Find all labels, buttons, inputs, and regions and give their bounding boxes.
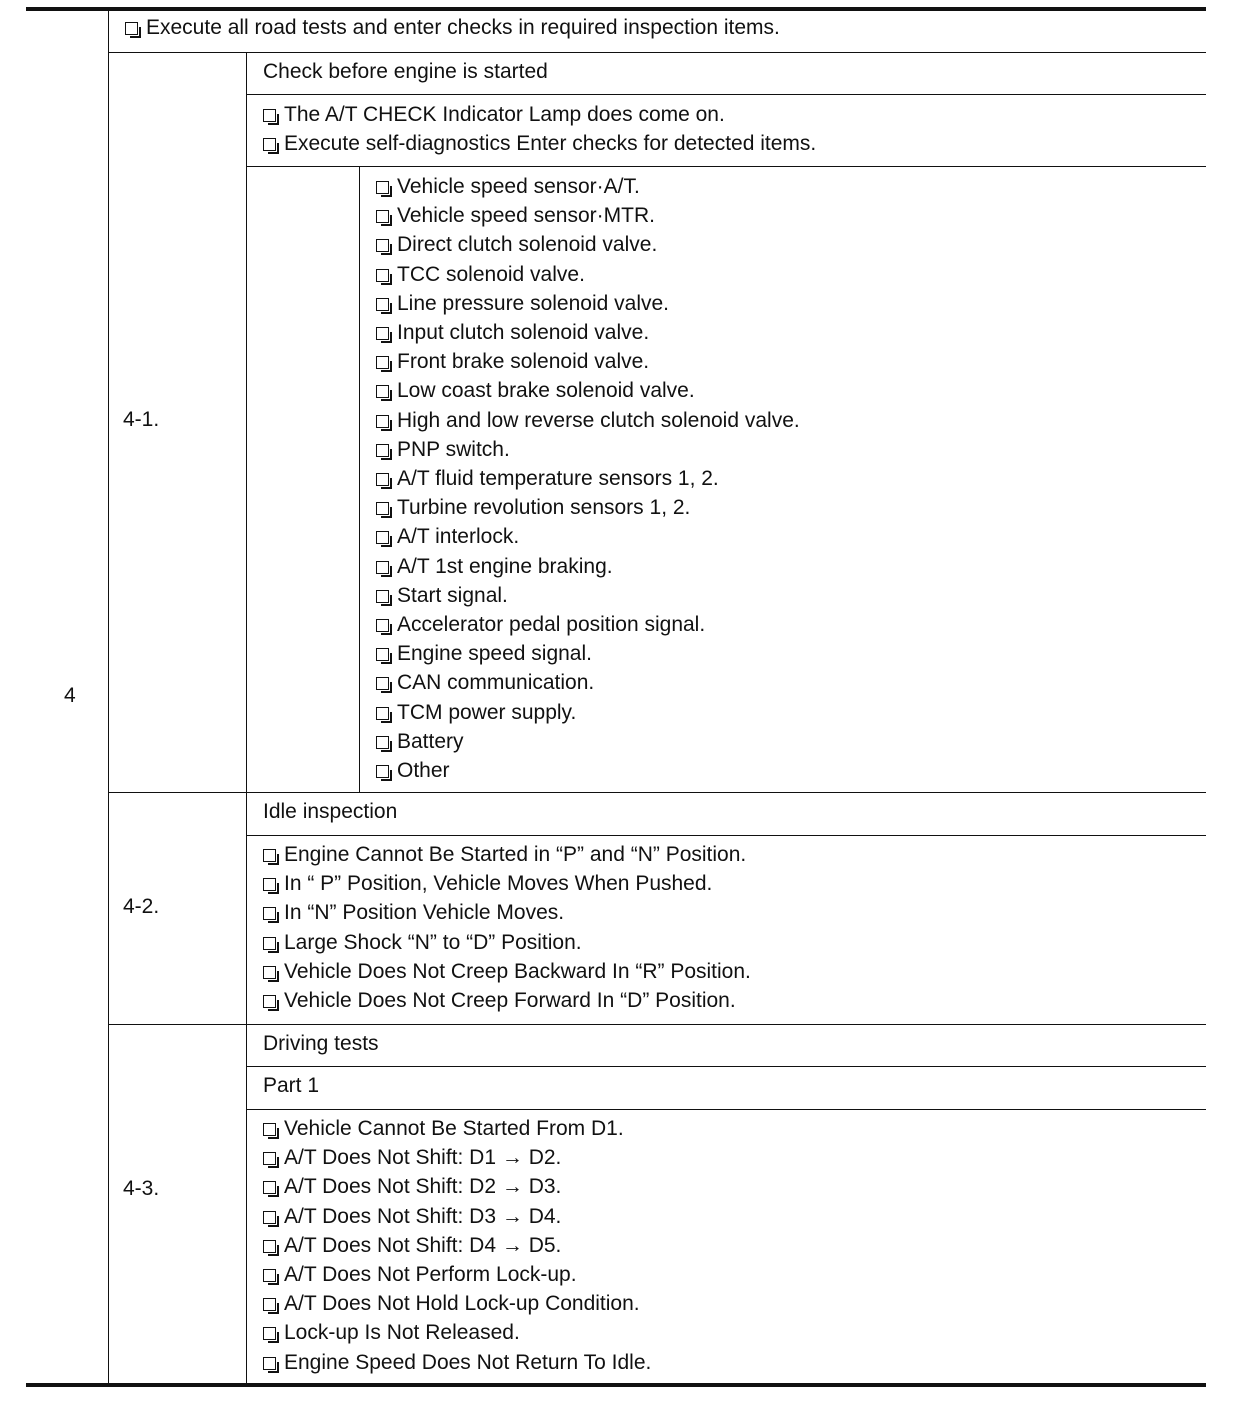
subsection-number-4-3: 4-3. <box>123 1177 160 1200</box>
list-item[interactable]: A/T Does Not Shift: D4 → D5. <box>263 1231 651 1260</box>
subsection-header-4-1: Check before engine is started <box>263 60 548 83</box>
checkbox-icon[interactable] <box>263 1327 276 1340</box>
row-divider <box>246 835 1206 836</box>
list-item[interactable]: A/T 1st engine braking. <box>376 552 800 581</box>
list-item[interactable]: CAN communication. <box>376 668 800 697</box>
list-item[interactable]: Battery <box>376 727 800 756</box>
checkbox-icon[interactable] <box>376 385 389 398</box>
list-item[interactable]: TCC solenoid valve. <box>376 260 800 289</box>
column-divider <box>246 52 247 1383</box>
list-item[interactable]: Vehicle Does Not Creep Backward In “R” Position. <box>263 957 751 986</box>
checkbox-icon[interactable] <box>263 1211 276 1224</box>
checkbox-icon[interactable] <box>376 210 389 223</box>
list-item[interactable]: A/T Does Not Shift: D2 → D3. <box>263 1172 651 1201</box>
table-bottom-rule <box>26 1383 1206 1387</box>
checkbox-icon[interactable] <box>263 907 276 920</box>
list-item[interactable]: Lock-up Is Not Released. <box>263 1318 651 1347</box>
list-item[interactable]: PNP switch. <box>376 435 800 464</box>
checkbox-icon[interactable] <box>263 1123 276 1136</box>
checkbox-icon[interactable] <box>263 1269 276 1282</box>
intro-item[interactable]: Execute all road tests and enter checks in required inspection items. <box>125 13 780 42</box>
list-item[interactable]: High and low reverse clutch solenoid valve. <box>376 406 800 435</box>
checklist-4-1 <box>263 100 816 158</box>
list-item[interactable]: Direct clutch solenoid valve. <box>376 230 800 259</box>
diagnostic-checklist <box>376 172 800 785</box>
list-item[interactable]: Front brake solenoid valve. <box>376 347 800 376</box>
checkbox-icon[interactable] <box>376 619 389 632</box>
list-item[interactable]: A/T Does Not Perform Lock-up. <box>263 1260 651 1289</box>
list-item[interactable]: A/T Does Not Shift: D1 → D2. <box>263 1143 651 1172</box>
checkbox-icon[interactable] <box>263 138 276 151</box>
checkbox-icon[interactable] <box>376 502 389 515</box>
checklist-4-3 <box>263 1114 651 1377</box>
checkbox-icon[interactable] <box>376 239 389 252</box>
list-item[interactable]: In “N” Position Vehicle Moves. <box>263 898 751 927</box>
checkbox-icon[interactable] <box>376 327 389 340</box>
row-divider <box>108 52 1206 53</box>
checkbox-icon[interactable] <box>376 444 389 457</box>
checklist-4-2 <box>263 840 751 1015</box>
list-item[interactable]: Vehicle speed sensor·A/T. <box>376 172 800 201</box>
checkbox-icon[interactable] <box>376 677 389 690</box>
checkbox-icon[interactable] <box>376 707 389 720</box>
column-divider <box>108 11 109 1383</box>
checkbox-icon[interactable] <box>376 648 389 661</box>
row-divider <box>246 166 1206 167</box>
checkbox-icon[interactable] <box>263 849 276 862</box>
list-item[interactable]: Start signal. <box>376 581 800 610</box>
checkbox-icon[interactable] <box>263 1240 276 1253</box>
list-item[interactable]: Large Shock “N” to “D” Position. <box>263 928 751 957</box>
subsection-header-4-2: Idle inspection <box>263 800 398 823</box>
row-divider <box>246 1066 1206 1067</box>
list-item[interactable]: Other <box>376 756 800 785</box>
list-item[interactable]: Engine Cannot Be Started in “P” and “N” Position. <box>263 840 751 869</box>
checkbox-icon[interactable] <box>376 473 389 486</box>
checkbox-icon[interactable] <box>125 22 138 35</box>
list-item[interactable]: Vehicle speed sensor·MTR. <box>376 201 800 230</box>
column-divider <box>359 166 360 792</box>
list-item[interactable]: A/T Does Not Hold Lock-up Condition. <box>263 1289 651 1318</box>
list-item[interactable]: Engine Speed Does Not Return To Idle. <box>263 1348 651 1377</box>
checkbox-icon[interactable] <box>376 531 389 544</box>
list-item[interactable]: Turbine revolution sensors 1, 2. <box>376 493 800 522</box>
checkbox-icon[interactable] <box>376 298 389 311</box>
list-item[interactable]: Line pressure solenoid valve. <box>376 289 800 318</box>
row-divider <box>246 94 1206 95</box>
checkbox-icon[interactable] <box>263 1357 276 1370</box>
checkbox-icon[interactable] <box>263 1181 276 1194</box>
checkbox-icon[interactable] <box>263 995 276 1008</box>
list-item[interactable]: A/T Does Not Shift: D3 → D4. <box>263 1202 651 1231</box>
checkbox-icon[interactable] <box>376 765 389 778</box>
list-item[interactable]: A/T interlock. <box>376 522 800 551</box>
checkbox-icon[interactable] <box>263 1298 276 1311</box>
list-item[interactable]: In “ P” Position, Vehicle Moves When Pushed. <box>263 869 751 898</box>
list-item[interactable]: Execute self-diagnostics Enter checks for detected items. <box>263 129 816 158</box>
checkbox-icon[interactable] <box>376 590 389 603</box>
list-item[interactable]: TCM power supply. <box>376 698 800 727</box>
checkbox-icon[interactable] <box>263 878 276 891</box>
checkbox-icon[interactable] <box>376 736 389 749</box>
subsection-number-4-2: 4-2. <box>123 895 160 918</box>
table-top-rule <box>26 7 1206 11</box>
subsection-header-4-3: Driving tests <box>263 1032 379 1055</box>
checkbox-icon[interactable] <box>263 1152 276 1165</box>
checkbox-icon[interactable] <box>263 937 276 950</box>
checkbox-icon[interactable] <box>376 356 389 369</box>
row-divider <box>108 1024 1206 1025</box>
row-divider <box>108 792 1206 793</box>
list-item[interactable]: Vehicle Cannot Be Started From D1. <box>263 1114 651 1143</box>
checkbox-icon[interactable] <box>263 109 276 122</box>
checkbox-icon[interactable] <box>376 269 389 282</box>
list-item[interactable]: Vehicle Does Not Creep Forward In “D” Position. <box>263 986 751 1015</box>
inspection-table <box>26 7 1206 1387</box>
list-item[interactable]: Input clutch solenoid valve. <box>376 318 800 347</box>
subsection-number-4-1: 4-1. <box>123 408 160 431</box>
section-number: 4 <box>64 684 76 707</box>
list-item[interactable]: Engine speed signal. <box>376 639 800 668</box>
part-label: Part 1 <box>263 1074 320 1097</box>
list-item[interactable]: Accelerator pedal position signal. <box>376 610 800 639</box>
list-item[interactable]: Low coast brake solenoid valve. <box>376 376 800 405</box>
checkbox-icon[interactable] <box>376 415 389 428</box>
checkbox-icon[interactable] <box>376 561 389 574</box>
checkbox-icon[interactable] <box>263 966 276 979</box>
row-divider <box>246 1109 1206 1110</box>
checkbox-icon[interactable] <box>376 181 389 194</box>
list-item[interactable]: The A/T CHECK Indicator Lamp does come on. <box>263 100 816 129</box>
list-item[interactable]: A/T fluid temperature sensors 1, 2. <box>376 464 800 493</box>
